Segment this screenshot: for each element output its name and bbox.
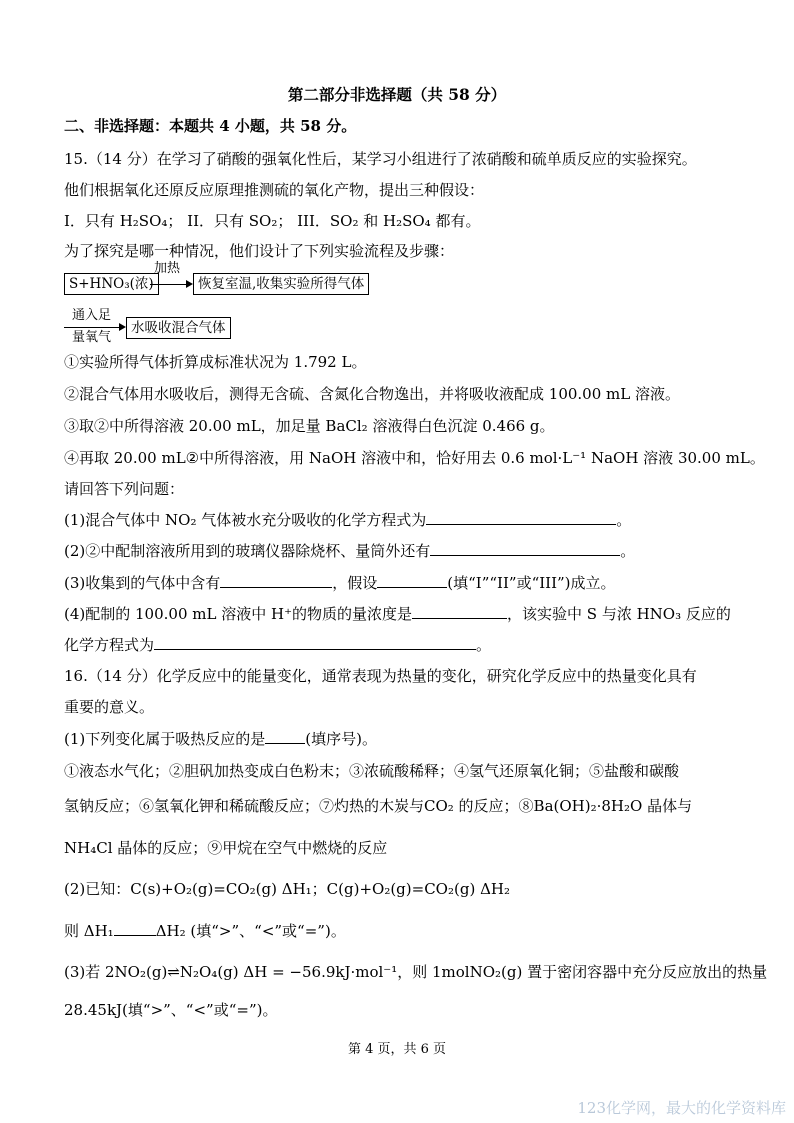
q16-options-line2: 氢钠反应；⑥氢氧化钾和稀硫酸反应；⑦灼热的木炭与CO₂ 的反应；⑧Ba(OH)₂·8H₂O 晶体与 (64, 797, 693, 815)
flow-arrow-1 (150, 284, 186, 285)
page-number: 第 4 页，共 6 页 (347, 1042, 447, 1057)
answer-blank-15-1[interactable] (426, 510, 616, 525)
flow-box-reactants: S+HNO₃(浓) (64, 273, 159, 295)
flow-arrow-1-label: 加热 (154, 261, 181, 276)
flow-arrow-2-head (119, 323, 126, 331)
q15-step-3: ③取②中所得溶液 20.00 mL，加足量 BaCl₂ 溶液得白色沉淀 0.466 g。 (64, 417, 555, 435)
flow-arrow-2 (64, 327, 119, 328)
answer-blank-16-1[interactable] (265, 729, 305, 744)
answer-blank-16-2[interactable] (114, 921, 156, 936)
q16-options-line3: NH₄Cl 晶体的反应；⑨甲烷在空气中燃烧的反应 (64, 839, 388, 857)
q15-sub2-text: (2)②中配制溶液所用到的玻璃仪器除烧杯、量筒外还有 (64, 542, 431, 560)
q15-sub4-text-c: 化学方程式为 (64, 636, 155, 654)
period: 。 (620, 542, 636, 560)
q16-sub3-cont: 28.45kJ(填“>”、“<”或“=”)。 (64, 1001, 278, 1019)
answer-blank-15-4b[interactable] (154, 635, 476, 650)
flow-arrow-1-head (186, 280, 193, 288)
q15-sub4-text-a: (4)配制的 100.00 mL 溶液中 H⁺的物质的量浓度是 (64, 605, 412, 623)
q15-hypotheses: I．只有 H₂SO₄； II．只有 SO₂； III．SO₂ 和 H₂SO₄ 都有。 (64, 212, 481, 230)
q16-sub1-text: (1)下列变化属于吸热反应的是 (64, 730, 266, 748)
q16-sub3: (3)若 2NO₂(g)⇌N₂O₄(g) ΔH = −56.9kJ·mol⁻¹，则 1molNO₂(g) 置于密闭容器中充分反应放出的热量 (64, 963, 768, 981)
q15-intro-line2: 他们根据氧化还原反应原理推测硫的氧化产物，提出三种假设： (64, 181, 485, 199)
answer-blank-15-2[interactable] (430, 541, 620, 556)
period: 。 (616, 511, 632, 529)
answer-blank-15-3a[interactable] (220, 573, 332, 588)
q15-sub3-text-c: (填“I”“II”或“III”)成立。 (447, 574, 616, 592)
q15-intro-line3: 为了探究是哪一种情况，他们设计了下列实验流程及步骤： (64, 242, 455, 260)
q15-sub4 (64, 604, 731, 624)
q15-sub1 (64, 510, 631, 530)
q15-sub3-text-a: (3)收集到的气体中含有 (64, 574, 221, 592)
q15-step-4: ④再取 20.00 mL②中所得溶液，用 NaOH 溶液中和，恰好用去 0.6 mol·L⁻¹ NaOH 溶液 30.00 mL。 (64, 449, 765, 467)
q16-options-line1: ①液态水气化；②胆矾加热变成白色粉末；③浓硫酸稀释；④氢气还原氧化铜；⑤盐酸和碳酸 (64, 762, 680, 780)
answer-blank-15-4a[interactable] (412, 604, 507, 619)
flow-box-collect: 恢复室温,收集实验所得气体 (193, 273, 369, 295)
q16-intro-line1: 16.（14 分）化学反应中的能量变化，通常表现为热量的变化，研究化学反应中的热量变化具有 (64, 667, 697, 685)
q16-sub2-pre: 则 ΔH₁ (64, 922, 114, 940)
q16-sub1 (64, 729, 377, 749)
q16-intro-line2: 重要的意义。 (64, 698, 155, 716)
flow-box-absorb: 水吸收混合气体 (126, 317, 231, 339)
q15-sub4-text-b: ，该实验中 S 与浓 HNO₃ 反应的 (507, 605, 731, 623)
q15-sub3-text-b: ，假设 (332, 574, 378, 592)
q15-prompt: 请回答下列问题： (64, 480, 185, 498)
q15-step-2: ②混合气体用水吸收后，测得无含硫、含氮化合物逸出，并将吸收液配成 100.00 mL 溶液。 (64, 385, 680, 403)
q15-sub3 (64, 573, 616, 593)
answer-blank-15-3b[interactable] (377, 573, 447, 588)
period: 。 (476, 636, 492, 654)
flow-arrow-2-label-top: 通入足 (72, 308, 112, 323)
part-title: 第二部分非选择题（共 58 分） (287, 85, 507, 104)
watermark-text: 123化学网，最大的化学资料库 (577, 1099, 786, 1117)
q15-sub2 (64, 541, 635, 561)
flow-arrow-2-label-bottom: 量氧气 (72, 330, 112, 345)
q16-sub2: (2)已知：C(s)+O₂(g)=CO₂(g) ΔH₁；C(g)+O₂(g)=CO₂(g) ΔH₂ (64, 880, 510, 898)
q15-step-1: ①实验所得气体折算成标准状况为 1.792 L。 (64, 353, 367, 371)
q16-sub2-compare (64, 921, 346, 941)
q16-sub2-post: ΔH₂ (填“>”、“<”或“=”)。 (155, 922, 346, 940)
q15-sub4-cont (64, 635, 491, 655)
section-heading: 二、非选择题：本题共 4 小题，共 58 分。 (64, 117, 357, 135)
q15-sub1-text: (1)混合气体中 NO₂ 气体被水充分吸收的化学方程式为 (64, 511, 427, 529)
q16-sub1-tail: (填序号)。 (305, 730, 377, 748)
q15-intro-line1: 15.（14 分）在学习了硝酸的强氧化性后，某学习小组进行了浓硝酸和硫单质反应的实验探究。 (64, 150, 697, 168)
